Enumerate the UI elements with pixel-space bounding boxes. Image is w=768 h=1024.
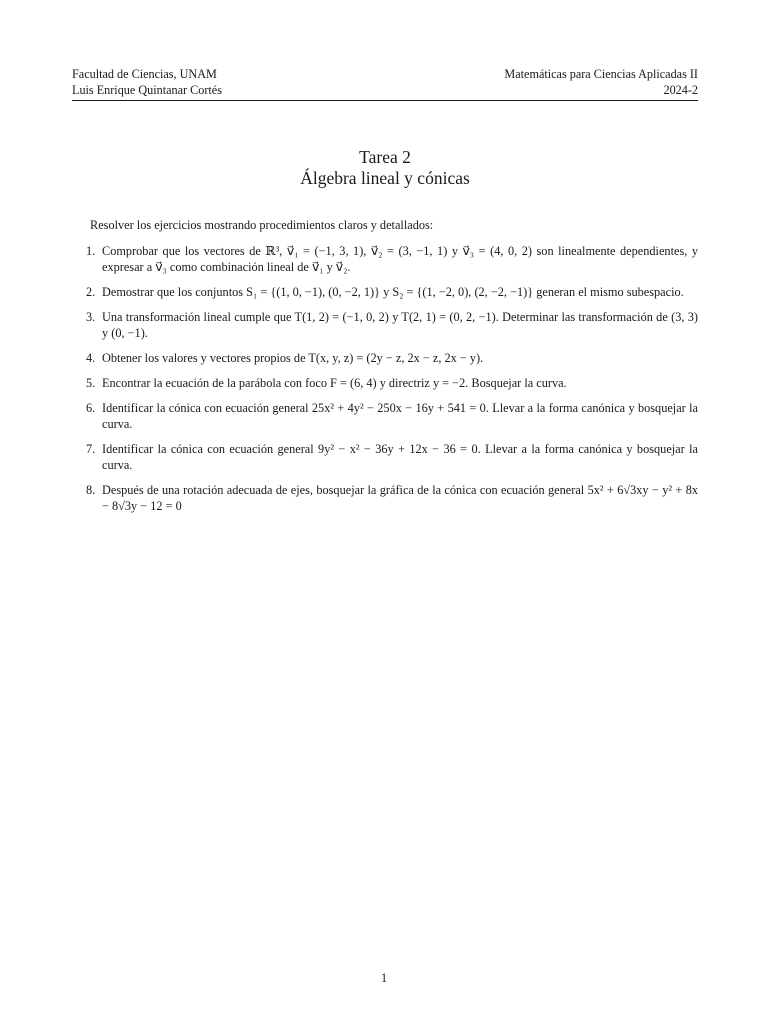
exercise-number: 7. bbox=[86, 442, 96, 456]
exercise-item bbox=[86, 482, 698, 514]
exercise-item bbox=[86, 441, 698, 473]
header-row-2 bbox=[72, 82, 698, 98]
title-line-1: Tarea 2 bbox=[359, 147, 411, 167]
exercise-text: Identificar la cónica con ecuación general 25x² + 4y² − 250x − 16y + 541 = 0. Llevar a la forma canónica y bosquejar la curva. bbox=[102, 401, 698, 431]
page-header bbox=[72, 66, 698, 98]
exercise-number: 1. bbox=[86, 244, 96, 258]
exercise-text: Una transformación lineal cumple que T(1, 2) = (−1, 0, 2) y T(2, 1) = (0, 2, −1). Determinar las transformación de (3, 3) y (0, −1). bbox=[102, 310, 698, 340]
exercise-number: 8. bbox=[86, 483, 96, 497]
document-body bbox=[86, 217, 698, 523]
exercise-item bbox=[86, 309, 698, 341]
exercise-list bbox=[86, 243, 698, 514]
exercise-text: Obtener los valores y vectores propios de T(x, y, z) = (2y − z, 2x − z, 2x − y). bbox=[102, 351, 484, 365]
exercise-item bbox=[86, 243, 698, 275]
exercise-item bbox=[86, 284, 698, 300]
page-number: 1 bbox=[380, 971, 388, 985]
exercise-item bbox=[86, 400, 698, 432]
exercise-item bbox=[86, 350, 698, 366]
exercise-text: Después de una rotación adecuada de ejes, bosquejar la gráfica de la cónica con ecuación general 5x² + 6√3xy − y² + 8x − 8√3y − 12 = 0 bbox=[102, 483, 698, 513]
document-title bbox=[72, 147, 698, 189]
exercise-number: 2. bbox=[86, 285, 96, 299]
title-line-2: Álgebra lineal y cónicas bbox=[300, 168, 470, 188]
header-rule bbox=[72, 100, 698, 101]
exercise-number: 4. bbox=[86, 351, 96, 365]
exercise-item bbox=[86, 375, 698, 391]
exercise-text: Comprobar que los vectores de ℝ³, v⃗₁ = (−1, 3, 1), v⃗₂ = (3, −1, 1) y v⃗₃ = (4, 0, 2) son linealmente dependientes, y expresar a v⃗₃ como combinación lineal de v⃗₁ y v⃗₂. bbox=[102, 244, 698, 274]
exercise-text: Demostrar que los conjuntos S₁ = {(1, 0, −1), (0, −2, 1)} y S₂ = {(1, −2, 0), (2, −2, −1)} generan el mismo subespacio. bbox=[102, 285, 684, 299]
header-semester: 2024-2 bbox=[663, 83, 698, 97]
exercise-number: 3. bbox=[86, 310, 96, 324]
exercise-text: Encontrar la ecuación de la parábola con foco F = (6, 4) y directriz y = −2. Bosquejar la curva. bbox=[102, 376, 567, 390]
exercise-text: Identificar la cónica con ecuación general 9y² − x² − 36y + 12x − 36 = 0. Llevar a la forma canónica y bosquejar la curva. bbox=[102, 442, 698, 472]
header-author: Luis Enrique Quintanar Cortés bbox=[72, 83, 222, 97]
instructions: Resolver los ejercicios mostrando procedimientos claros y detallados: bbox=[90, 218, 434, 232]
header-course: Matemáticas para Ciencias Aplicadas II bbox=[504, 67, 698, 81]
header-row-1 bbox=[72, 66, 698, 82]
header-faculty: Facultad de Ciencias, UNAM bbox=[72, 67, 217, 81]
exercise-number: 5. bbox=[86, 376, 96, 390]
exercise-number: 6. bbox=[86, 401, 96, 415]
